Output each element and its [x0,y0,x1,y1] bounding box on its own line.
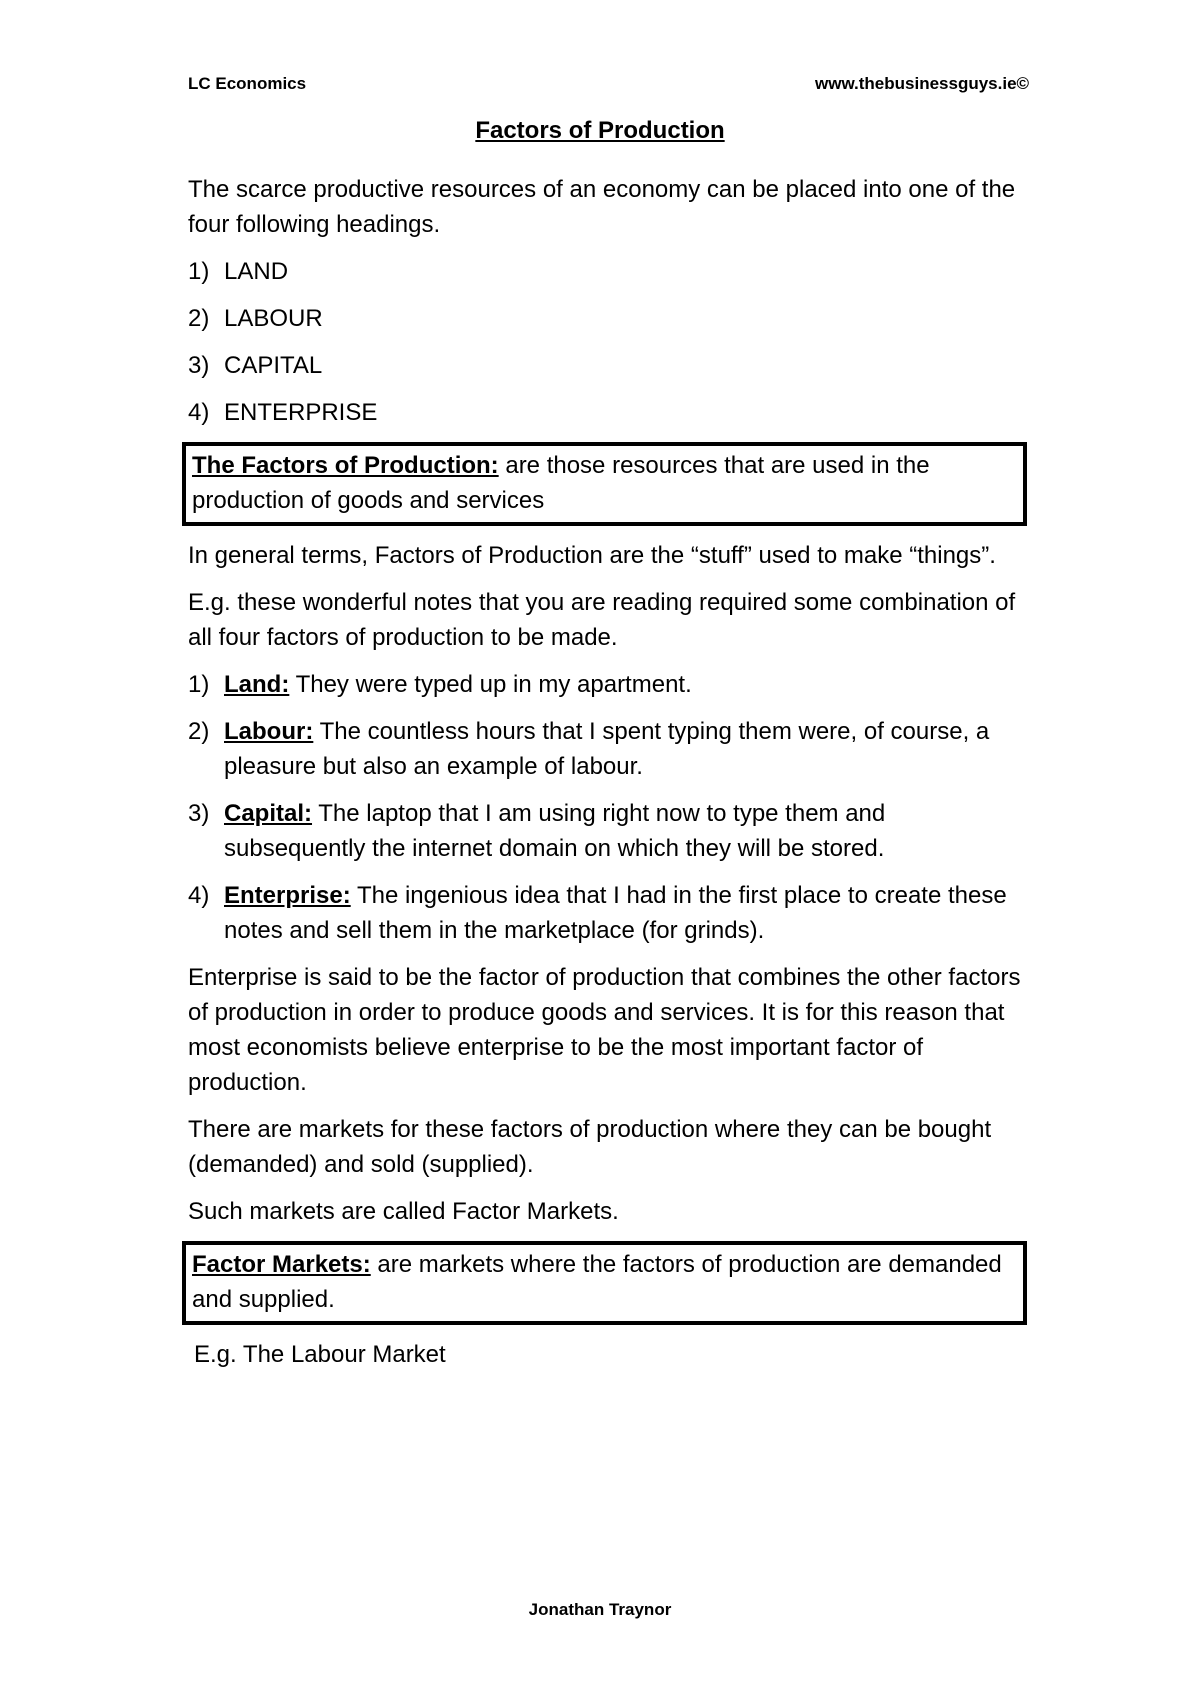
list-item [188,301,1033,336]
example-text: The ingenious idea that I had in the first place to create these notes and sell them in the marketplace (for grinds). [224,882,1007,944]
list-item [188,348,1033,383]
list-item [188,254,1033,289]
example-text: The laptop that I am using right now to type them and subsequently the internet domain on which they will be stored. [224,800,886,862]
definition-text: are those resources that are used in the production of goods and services [192,452,930,514]
header-website: www.thebusinessguys.ie© [815,74,1030,93]
list-text: LABOUR [224,305,323,332]
list-item [188,796,1033,866]
list-text: ENTERPRISE [224,399,378,426]
list-item [188,714,1033,784]
header-course: LC Economics [188,74,307,93]
final-example: E.g. The Labour Market [194,1341,446,1368]
list-text [224,714,1033,784]
footer-author: Jonathan Traynor [528,1600,672,1619]
example-term: Land: [224,671,290,698]
list-text: CAPITAL [224,352,323,379]
list-text: LAND [224,258,289,285]
definition-box-factor-markets [182,1241,1027,1325]
list-number: 3) [188,352,210,379]
enterprise-paragraph: Enterprise is said to be the factor of production that combines the other factors of production in order to produce goods and services. It is for this reason that most economists believe enterprise to be the most important factor of production. [188,964,1021,1096]
intro-paragraph: The scarce productive resources of an economy can be placed into one of the four following headings. [188,176,1016,238]
list-number: 1) [188,671,210,698]
example-text: The countless hours that I spent typing them were, of course, a pleasure but also an example of labour. [224,718,990,780]
definition-text: are markets where the factors of production are demanded and supplied. [192,1251,1002,1313]
example-term: Labour: [224,718,314,745]
list-number: 2) [188,718,210,745]
document-body [188,172,1033,1384]
markets-paragraph: There are markets for these factors of production where they can be bought (demanded) and sold (supplied). [188,1116,992,1178]
list-number: 2) [188,305,210,332]
factor-markets-paragraph: Such markets are called Factor Markets. [188,1198,619,1225]
example-term: Enterprise: [224,882,351,909]
example-term: Capital: [224,800,313,827]
examples-list [188,667,1033,948]
page-title: Factors of Production [475,117,725,144]
list-text [224,796,1033,866]
definition-box-factors [182,442,1027,526]
example-intro-paragraph: E.g. these wonderful notes that you are reading required some combination of all four factors of production to be made. [188,589,1016,651]
list-number: 1) [188,258,210,285]
example-text: They were typed up in my apartment. [289,671,692,698]
list-item [188,667,1033,702]
list-number: 3) [188,800,210,827]
list-item [188,878,1033,948]
list-text [224,667,1033,702]
list-text [224,878,1033,948]
headings-list [188,254,1033,430]
definition-term: Factor Markets: [192,1251,371,1278]
list-item [188,395,1033,430]
definition-term: The Factors of Production: [192,452,499,479]
general-paragraph: In general terms, Factors of Production are the “stuff” used to make “things”. [188,542,996,569]
list-number: 4) [188,882,210,909]
list-number: 4) [188,399,210,426]
